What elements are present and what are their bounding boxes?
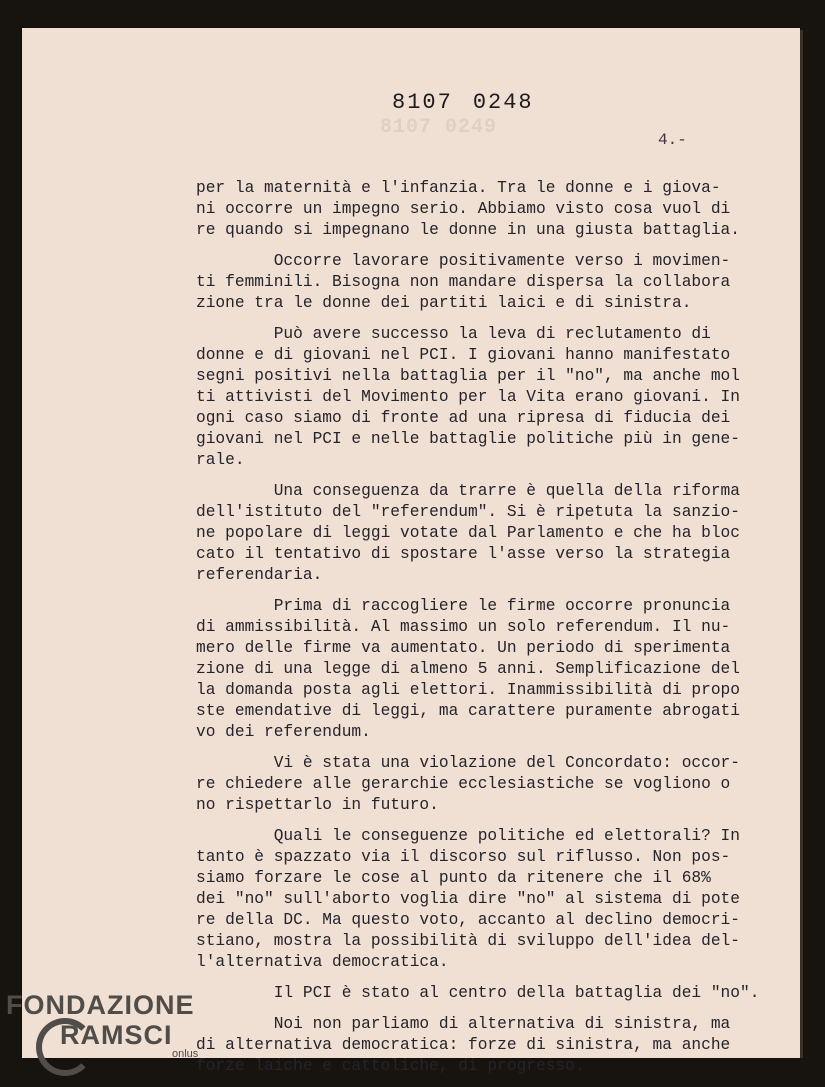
text-line: referendaria. [196, 566, 323, 584]
text-line: cato il tentativo di spostare l'asse verso la strategia [196, 545, 731, 563]
text-line: Il PCI è stato al centro della battaglia dei "no". [196, 984, 760, 1002]
text-line: ti attivisti del Movimento per la Vita erano giovani. In [196, 388, 740, 406]
paragraph [196, 983, 776, 1004]
text-line: ogni caso siamo di fronte ad una ripresa di fiducia dei [196, 409, 731, 427]
text-line: per la maternità e l'infanzia. Tra le donne e i giova- [196, 179, 721, 197]
text-line: donne e di giovani nel PCI. I giovani hanno manifestato [196, 346, 731, 364]
paragraph [196, 324, 776, 471]
paragraph [196, 753, 776, 816]
text-line: Occorre lavorare positivamente verso i movimen- [196, 252, 731, 270]
text-line: segni positivi nella battaglia per il "no", ma anche mol [196, 367, 740, 385]
text-line: stiano, mostra la possibilità di sviluppo dell'idea del- [196, 932, 740, 950]
paragraph [196, 1014, 776, 1077]
bleed-through-number: 8107 0249 [380, 116, 498, 139]
fondazione-gramsci-watermark [6, 990, 199, 1060]
page-edge-shadow [800, 30, 803, 1058]
text-line: Una conseguenza da trarre è quella della riforma [196, 482, 740, 500]
text-line: di alternativa democratica: forze di sinistra, ma anche [196, 1036, 731, 1054]
text-line: Noi non parliamo di alternativa di sinistra, ma [196, 1015, 731, 1033]
text-line: Prima di raccogliere le firme occorre pronuncia [196, 597, 731, 615]
text-line: Quali le conseguenze politiche ed elettorali? In [196, 827, 740, 845]
text-line: re quando si impegnano le donne in una giusta battaglia. [196, 221, 740, 239]
text-line: ti femminili. Bisogna non mandare dispersa la collabora [196, 273, 731, 291]
text-line: rale. [196, 451, 245, 469]
paragraph [196, 481, 776, 586]
text-line: ne popolare di leggi votate dal Parlamento e che ha bloc [196, 524, 740, 542]
logo-line-2: RAMSCI [60, 1020, 173, 1050]
text-line: dell'istituto del "referendum". Si è ripetuta la sanzio- [196, 503, 740, 521]
archive-number [392, 90, 554, 115]
text-line: forze laiche e cattoliche, di progresso. [196, 1057, 585, 1075]
text-line: Può avere successo la leva di reclutamento di [196, 325, 711, 343]
paragraph [196, 826, 776, 973]
text-line: giovani nel PCI e nelle battaglie politiche più in gene- [196, 430, 740, 448]
text-line: re della DC. Ma questo voto, accanto al declino democri- [196, 911, 740, 929]
paragraph [196, 178, 776, 241]
text-line: ni occorre un impegno serio. Abbiamo visto cosa vuol di [196, 200, 731, 218]
typewritten-text [196, 178, 776, 1087]
text-line: mero delle firme va aumentato. Un periodo di sperimenta [196, 639, 731, 657]
text-line: ste emendative di leggi, ma carattere puramente abrogati [196, 702, 740, 720]
logo-line-1: FONDAZIONE [6, 990, 195, 1020]
text-line: l'alternativa democratica. [196, 953, 449, 971]
text-line: dei "no" sull'aborto voglia dire "no" al sistema di pote [196, 890, 740, 908]
text-line: siamo forzare le cose al punto da ritenere che il 68% [196, 869, 711, 887]
archive-number-right: 0248 [472, 90, 534, 115]
page-number: 4.- [658, 131, 687, 149]
paragraph [196, 596, 776, 743]
archive-number-left: 8107 [392, 90, 453, 115]
text-line: la domanda posta agli elettori. Inammissibilità di propo [196, 681, 740, 699]
text-line: di ammissibilità. Al massimo un solo referendum. Il nu- [196, 618, 731, 636]
text-line: zione di una legge di almeno 5 anni. Semplificazione del [196, 660, 740, 678]
text-line: no rispettarlo in futuro. [196, 796, 439, 814]
text-line: tanto è spazzato via il discorso sul riflusso. Non pos- [196, 848, 731, 866]
paragraph [196, 251, 776, 314]
text-line: zione tra le donne dei partiti laici e di sinistra. [196, 294, 692, 312]
text-line: re chiedere alle gerarchie ecclesiastiche se vogliono o [196, 775, 731, 793]
logo-line-3: onlus [172, 1048, 199, 1060]
text-line: vo dei referendum. [196, 723, 371, 741]
text-line: Vi è stata una violazione del Concordato: occor- [196, 754, 740, 772]
